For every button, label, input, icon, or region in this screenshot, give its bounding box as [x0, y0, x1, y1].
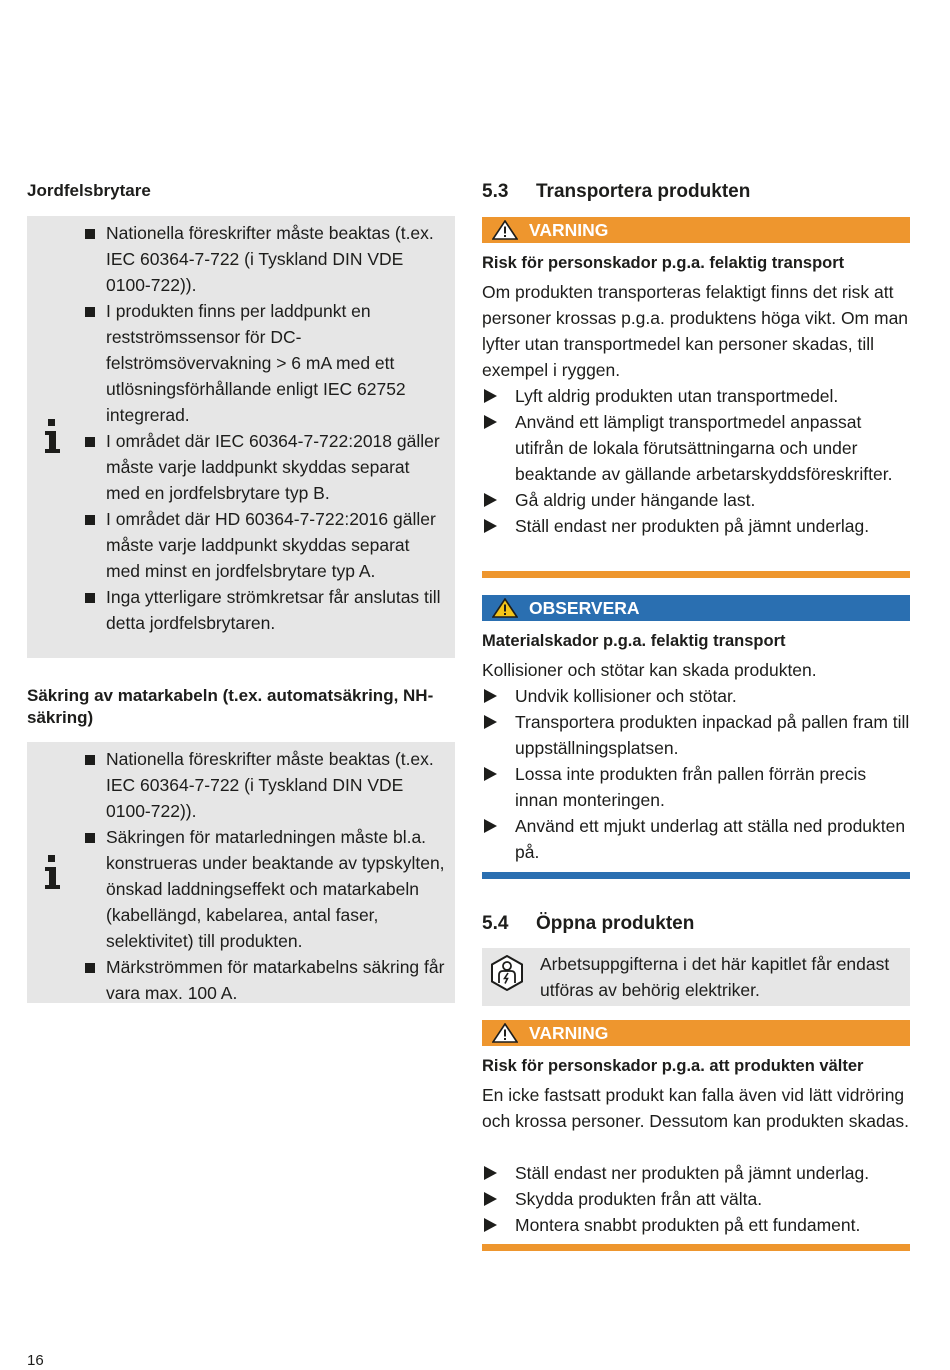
heading-text: Transportera produkten: [536, 181, 751, 202]
warning-heading: Risk för personskador p.g.a. att produkten välter: [482, 1057, 864, 1075]
heading-number: 5.3: [482, 181, 509, 202]
electrician-icon: [489, 955, 525, 991]
info-icon: [43, 418, 63, 454]
list-item: Transportera produkten inpackad på pallen fram till uppställningsplatsen.: [482, 709, 910, 761]
page-number: 16: [27, 1352, 44, 1369]
warning-action-list: [482, 1160, 910, 1238]
banner-label: VARNING: [529, 1023, 609, 1043]
warning-action-list: [482, 383, 910, 539]
list-item: Lossa inte produkten från pallen förrän precis innan monteringen.: [482, 761, 910, 813]
warning-banner: [482, 217, 910, 243]
electrician-note: [482, 948, 910, 1006]
list-item: Använd ett mjukt underlag att ställa ned produkten på.: [482, 813, 910, 865]
list-item: Inga ytterligare strömkretsar får anslutas till detta jordfelsbrytaren.: [85, 584, 447, 636]
list-item: I området där HD 60364-7-722:2016 gäller måste varje laddpunkt skyddas separat med minst en jordfelsbrytare typ A.: [85, 506, 447, 584]
list-item: Märkströmmen för matarkabelns säkring får vara max. 100 A.: [85, 954, 447, 1006]
list-item: Nationella föreskrifter måste beaktas (t.ex. IEC 60364-7-722 (i Tyskland DIN VDE 0100-722)).: [85, 220, 447, 298]
warning-text: En icke fastsatt produkt kan falla även vid lätt vidröring och krossa personer. Dessutom kan produkten skadas.: [482, 1085, 910, 1131]
notice-action-list: [482, 683, 910, 865]
list-item: Ställ endast ner produkten på jämnt underlag.: [482, 513, 910, 539]
heading-5-3: [482, 180, 750, 204]
warning-end-rule: [482, 571, 910, 578]
warning-triangle-icon: [492, 598, 518, 618]
info-box-fuse: [27, 742, 455, 1003]
list-item: Ställ endast ner produkten på jämnt underlag.: [482, 1160, 910, 1186]
list-item: Gå aldrig under hängande last.: [482, 487, 910, 513]
list-item: Nationella föreskrifter måste beaktas (t.ex. IEC 60364-7-722 (i Tyskland DIN VDE 0100-722)).: [85, 746, 447, 824]
info-icon: [43, 854, 63, 890]
list-item: I produkten finns per laddpunkt en restströmssensor för DC-felströmsövervakning > 6 mA med ett utlösningsförhållande enligt IEC 62752 integrerad.: [85, 298, 447, 428]
banner-label: OBSERVERA: [529, 598, 640, 618]
warning-text: Om produkten transporteras felaktigt finns det risk att personer krossas p.g.a. produktens höga vikt. Om man lyfter utan transportmedel kan personer skadas, till exempel i ryggen.: [482, 282, 909, 380]
section-title-fuse: Säkring av matarkabeln (t.ex. automatsäkring, NH-säkring): [27, 686, 434, 727]
warning-heading: Risk för personskador p.g.a. felaktig transport: [482, 254, 845, 272]
notice-end-rule: [482, 872, 910, 879]
heading-number: 5.4: [482, 913, 509, 934]
list-item: Säkringen för matarledningen måste bl.a. konstrueras under beaktande av typskylten, önskad laddningseffekt och matarkabeln (kabellängd, kabelarea, antal faser, selektivitet) till produkten.: [85, 824, 447, 954]
warning-end-rule: [482, 1244, 910, 1251]
list-item: Undvik kollisioner och stötar.: [482, 683, 910, 709]
info-box-rcd: [27, 216, 455, 658]
list-item: Använd ett lämpligt transportmedel anpassat utifrån de lokala förutsättningarna och under beaktande av gällande arbetarskyddsföreskrifter.: [482, 409, 910, 487]
warning-triangle-icon: [492, 220, 518, 240]
heading-text: Öppna produkten: [536, 913, 695, 934]
list-item: I området där IEC 60364-7-722:2018 gäller måste varje laddpunkt skyddas separat med en jordfelsbrytare typ B.: [85, 428, 447, 506]
notice-heading: Materialskador p.g.a. felaktig transport: [482, 632, 786, 650]
list-item: Montera snabbt produkten på ett fundament.: [482, 1212, 910, 1238]
list-item: Lyft aldrig produkten utan transportmedel.: [482, 383, 910, 409]
rcd-list: [85, 220, 447, 636]
list-item: Skydda produkten från att välta.: [482, 1186, 910, 1212]
notice-banner: [482, 595, 910, 621]
warning-banner: [482, 1020, 910, 1046]
fuse-list: [85, 746, 447, 1006]
warning-triangle-icon: [492, 1023, 518, 1043]
notice-text: Kollisioner och stötar kan skada produkten.: [482, 660, 817, 680]
section-title-rcd: Jordfelsbrytare: [27, 181, 151, 200]
banner-label: VARNING: [529, 220, 609, 240]
note-text: Arbetsuppgifterna i det här kapitlet får endast utföras av behörig elektriker.: [540, 954, 890, 1000]
heading-5-4: [482, 912, 694, 936]
